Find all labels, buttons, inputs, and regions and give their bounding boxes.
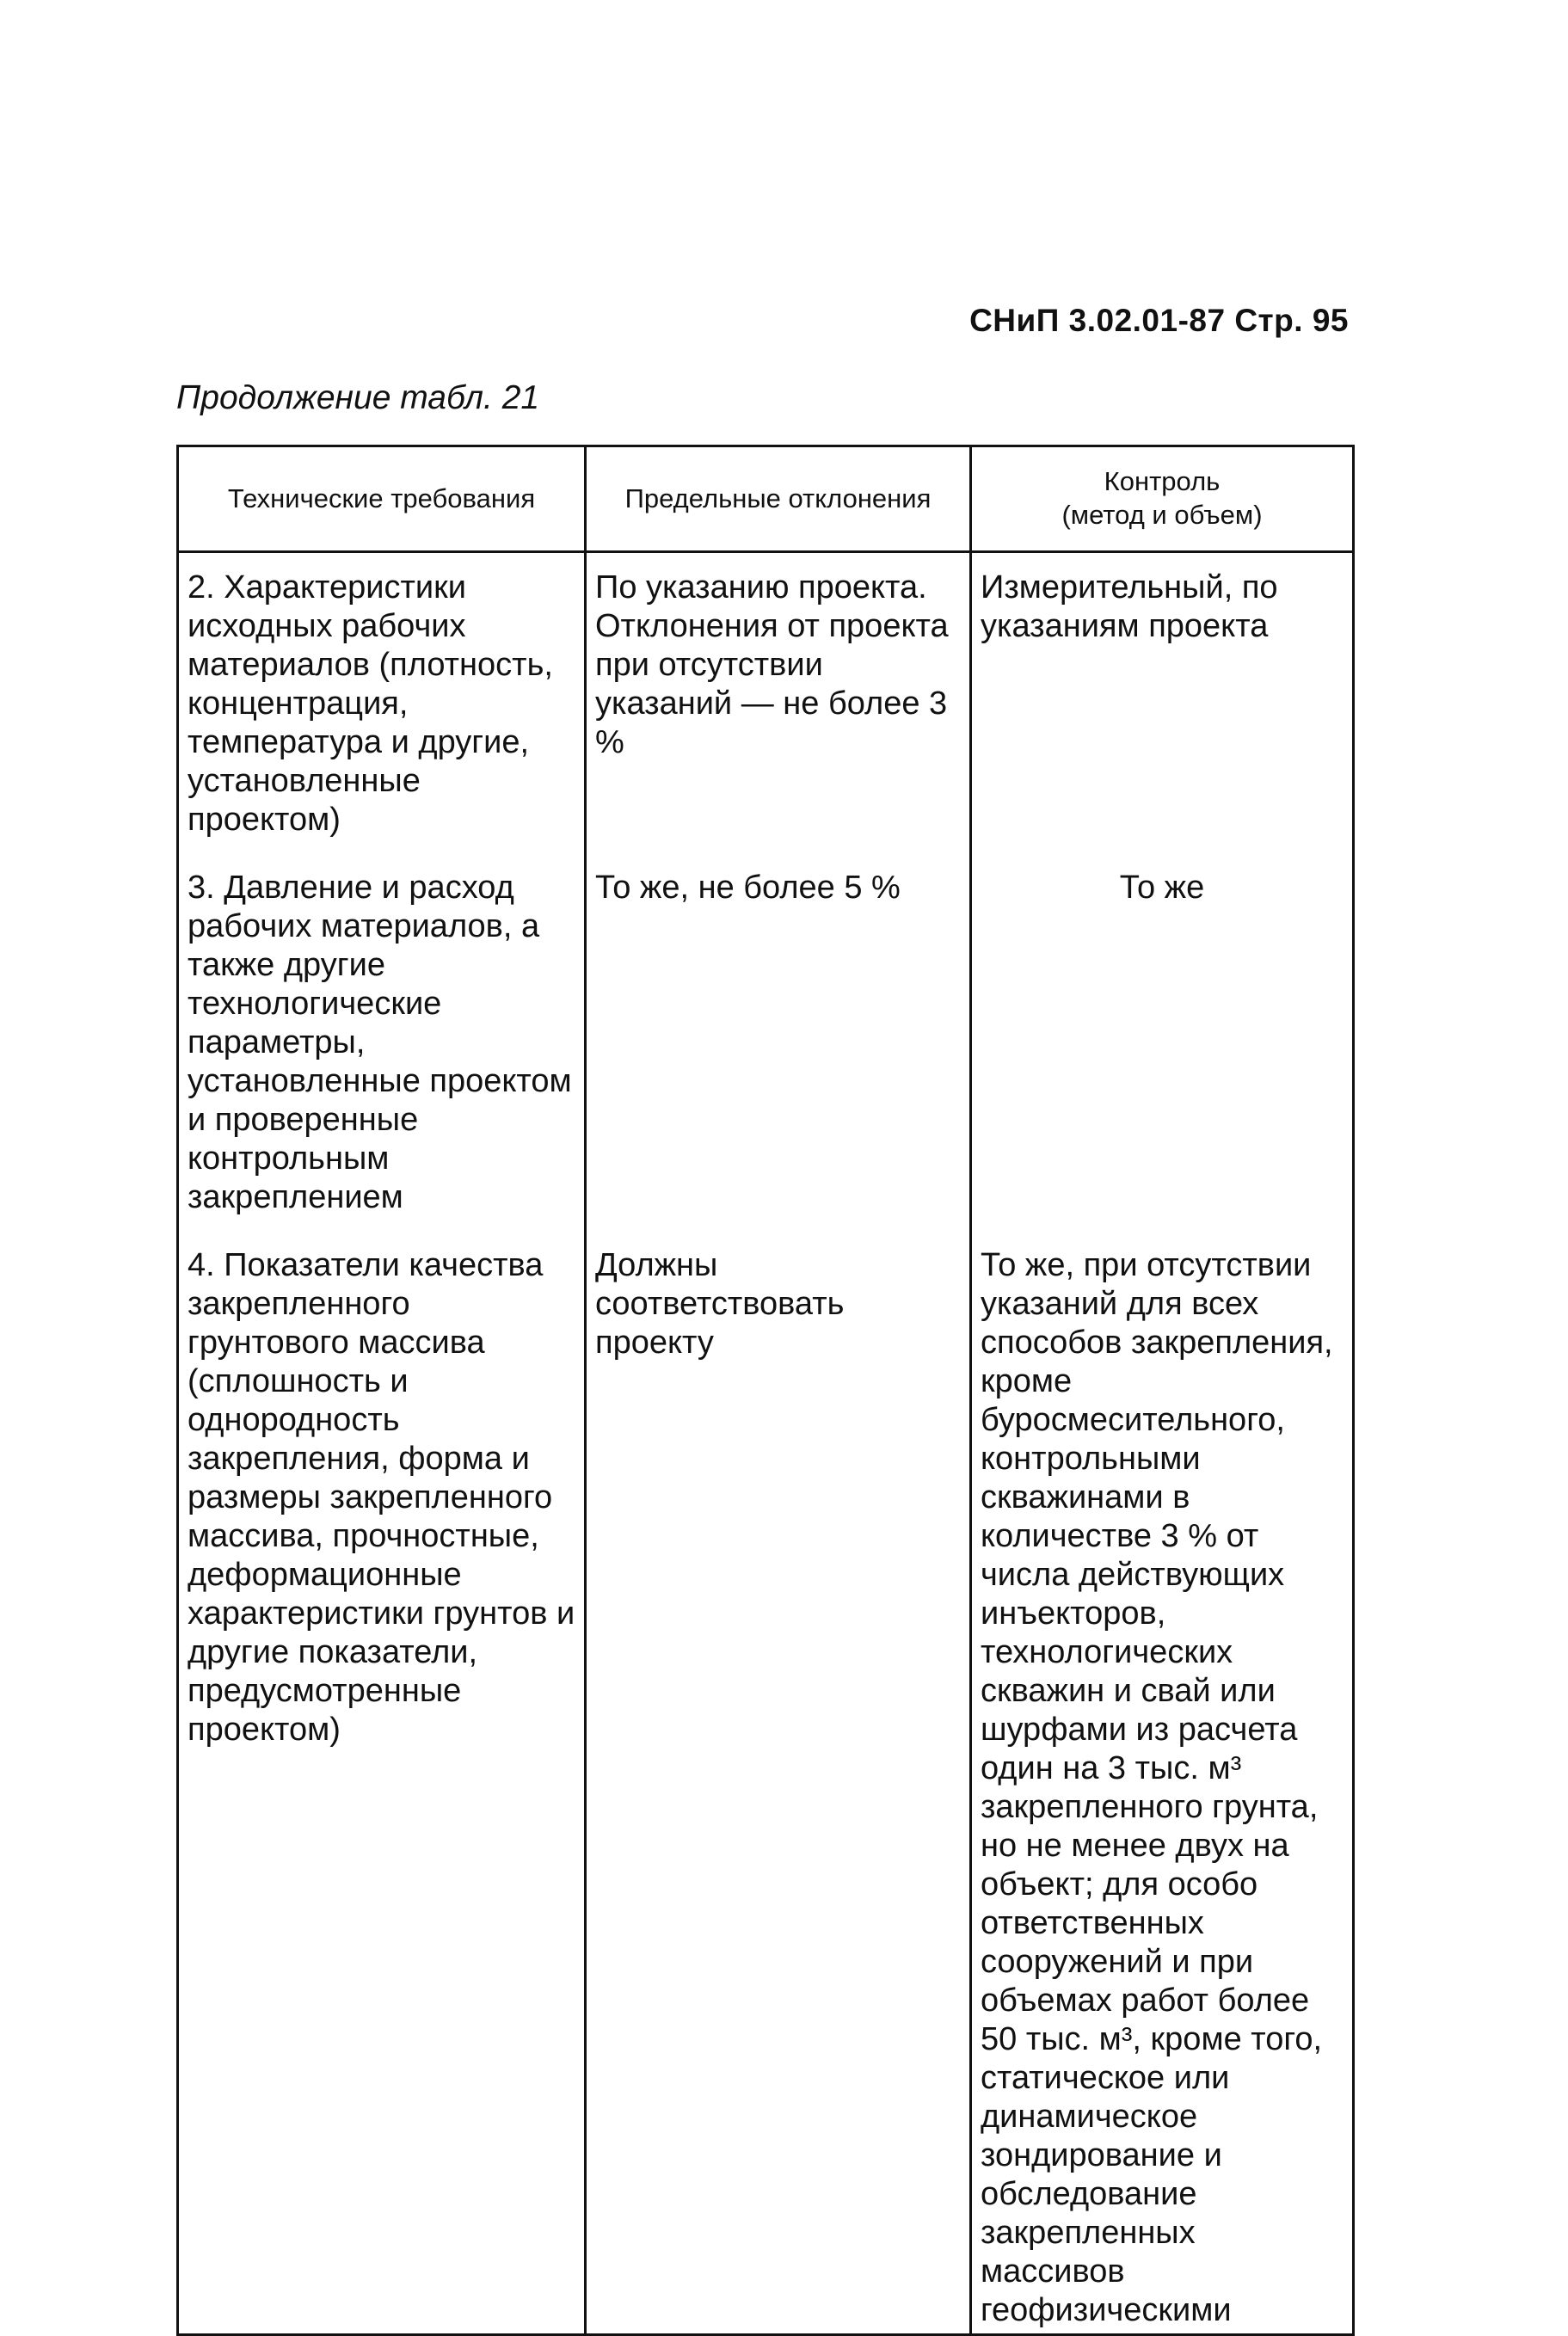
control-cell: Измерительный, по указаниям проекта [971, 552, 1354, 840]
table-row [178, 839, 1354, 1217]
deviation-cell: Должны соответствовать проекту [586, 1217, 971, 2335]
table-row [178, 552, 1354, 840]
requirements-table [176, 445, 1355, 2336]
requirement-cell: 2. Характеристики исходных рабочих материалов (плотность, концентрация, температура и другие, установленные проектом) [178, 552, 586, 840]
table-continuation-caption: Продолжение табл. 21 [176, 379, 540, 416]
column-header-deviations: Предельные отклонения [586, 446, 971, 552]
column-header-requirements: Технические требования [178, 446, 586, 552]
table-row [178, 1217, 1354, 2335]
requirement-cell: 3. Давление и расход рабочих материалов, а также другие технологические параметры, установленные проектом и проверенные контрольным закреплением [178, 839, 586, 1217]
control-cell: То же, при отсутствии указаний для всех способов закрепления, кроме буросмесительного, контрольными скважинами в количестве 3 % от числа действующих инъекторов, технологических скважин и свай или шурфами из расчета один на 3 тыс. м³ закрепленного грунта, но не менее двух на объект; для особо ответственных сооружений и при объемах работ более 50 тыс. м³, кроме того, статическое или динамическое зондирование и обследование закрепленных массивов геофизическими [971, 1217, 1354, 2335]
requirement-cell: 4. Показатели качества закрепленного грунтового массива (сплошность и однородность закрепления, форма и размеры закрепленного массива, прочностные, деформационные характеристики грунтов и другие показатели, предусмотренные проектом) [178, 1217, 586, 2335]
deviation-cell: По указанию проекта. Отклонения от проекта при отсутствии указаний — не более 3 % [586, 552, 971, 840]
deviation-cell: То же, не более 5 % [586, 839, 971, 1217]
column-header-control: Контроль (метод и объем) [971, 446, 1354, 552]
table-header-row [178, 446, 1354, 552]
control-cell: То же [971, 839, 1354, 1217]
page-header: СНиП 3.02.01-87 Стр. 95 [969, 303, 1349, 338]
